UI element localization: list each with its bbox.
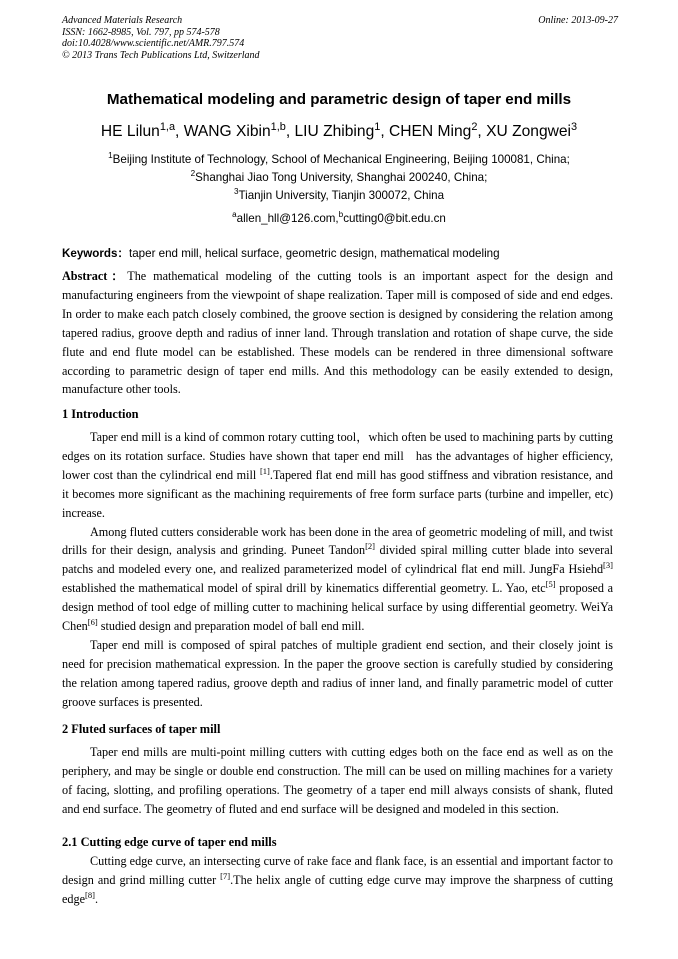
copyright: © 2013 Trans Tech Publications Ltd, Switzerland [62,49,260,61]
section-2-body [62,743,613,819]
journal-header [62,15,618,61]
journal-name: Advanced Materials Research [62,15,183,26]
keywords-text: taper end mill, helical surface, geometric design, mathematical modeling [129,247,500,260]
author-name: WANG Xibin [183,123,271,140]
citation[interactable]: [5] [545,579,556,590]
affiliation-sup: 1 [108,151,113,161]
section-2-1-body [62,852,613,909]
affiliation-1 [0,153,678,166]
author-sup: 3 [571,120,578,133]
citation[interactable]: [1] [259,465,270,476]
section-2-1-heading: 2.1 Cutting edge curve of taper end mills [62,835,277,849]
email-sup: a [232,210,237,220]
section-1-body [62,428,613,712]
doi: doi:10.4028/www.scientific.net/AMR.797.574 [62,38,245,49]
keywords-label: Keywords： [62,247,130,260]
author-sup: 1,b [270,120,286,133]
paper-title: Mathematical modeling and parametric design of taper end mills [106,91,572,108]
abstract-text: The mathematical modeling of the cutting tools is an important aspect for the design and manufacturing engineers from the viewpoint of shape realization. Taper mill is composed of side and end edges. In order to make each patch closely combined, the groove section is designed by considering the relation among tapered radius, groove depth and radius of inner land. Through translation and rotation of shape curve, the side flute and end flute model can be established. These models can be rendered in three dimensional software according to parametric design of taper end mills. And this methodology can be easily extended to design, manufacture other tools. [62,269,613,397]
citation[interactable]: [3] [603,560,613,571]
citation[interactable]: [8] [85,889,95,900]
affiliation-2 [0,171,678,184]
email-sup: b [338,210,344,220]
online-date: Online: 2013-09-27 [538,15,618,26]
author-name: HE Lilun [100,123,160,140]
citation[interactable]: [7] [220,870,231,881]
author-sup: 1,a [159,120,176,133]
author-name: XU Zongwei [486,123,572,140]
author-list: HE Lilun$^{1,a}$, WANG Xibin$^{1,b}$, LIU Zhibing$^1$, CHEN Ming$^2$, XU Zongwei$^3$ [100,120,578,140]
paragraph: Taper end mill is composed of spiral patches of multiple gradient end section, and their closely joint is need for precision mathematical expression. In the paper the groove section is carefully studied by considering the relation among tapered radius, groove depth and radius of inner land, and finally parametric model of cutter groove surfaces is presented. [62,637,613,709]
paragraph: Taper end mills are multi-point milling cutters with cutting edges both on the face end as well as on the periphery, and may be single or double end construction. The mill can be used on milling machines for a variety of facing, slotting, and profiling operations. The geometry of a taper end mill always consists of shank, fluted and end surface. The geometry of fluted and end surface will be designed and modeled in this section. [62,745,613,816]
section-1-heading: 1 Introduction [62,407,139,421]
author-name: LIU Zhibing [294,123,375,140]
abstract [62,267,613,399]
paragraph: Cutting edge curve, an intersecting curve of rake face and flank face, is an essential and important factor to design and grind milling cutter [7].The helix angle of cutting edge curve may improve the sharpness of cutting edge[8]. [62,854,613,906]
paragraph: Taper end mill is a kind of common rotary cutting tool，which often be used to machining parts by cutting edges on its rotation surface. Studies have shown that taper end mill has the advantages of higher efficiency, lower cost than the cylindrical end mill [1].Tapered flat end mill has good stiffness and vibration resistance, and it becomes more significant as the machining requirements of free form surface parts (turbine and impeller, etc) increase. [62,430,613,520]
author-sup: 2 [471,120,478,133]
author-name: CHEN Ming [389,123,472,140]
email-a[interactable]: allen_hll@126.com, [236,212,339,225]
affiliation-text: Shanghai Jiao Tong University, Shanghai 200240, China; [195,171,488,184]
emails [0,212,678,225]
email-b[interactable]: cutting0@bit.edu.cn [343,212,446,225]
abstract-label: Abstract： [62,269,128,283]
affiliation-text: Tianjin University, Tianjin 300072, China [238,189,445,202]
author-sup: 1 [374,120,381,133]
keywords [62,245,622,261]
affiliation-sup: 3 [233,187,239,197]
paragraph: Among fluted cutters considerable work has been done in the area of geometric modeling of mill, and twist drills for their design, analysis and grinding. Puneet Tandon[2] divided spiral milling cutter blade into several patchs and modeled every one, and realized parameterized model of cylindrical flat end mill. JungFa Hsiehd[3] established the mathematical model of spiral drill by kinematics differential geometry. L. Yao, etc[5] proposed a design method of tool edge of milling cutter to machining helical surface by using differential geometry. WeiYa Chen[6] studied design and preparation model of ball end mill. [62,524,614,634]
affiliation-text: Beijing Institute of Technology, School of Mechanical Engineering, Beijing 100081, China; [112,153,570,166]
citation[interactable]: [2] [365,541,376,552]
affiliation-3 [0,189,678,202]
issn: ISSN: 1662-8985, Vol. 797, pp 574-578 [62,26,220,38]
affiliation-sup: 2 [190,169,196,179]
section-2-heading: 2 Fluted surfaces of taper mill [62,722,221,736]
citation[interactable]: [6] [87,617,98,627]
